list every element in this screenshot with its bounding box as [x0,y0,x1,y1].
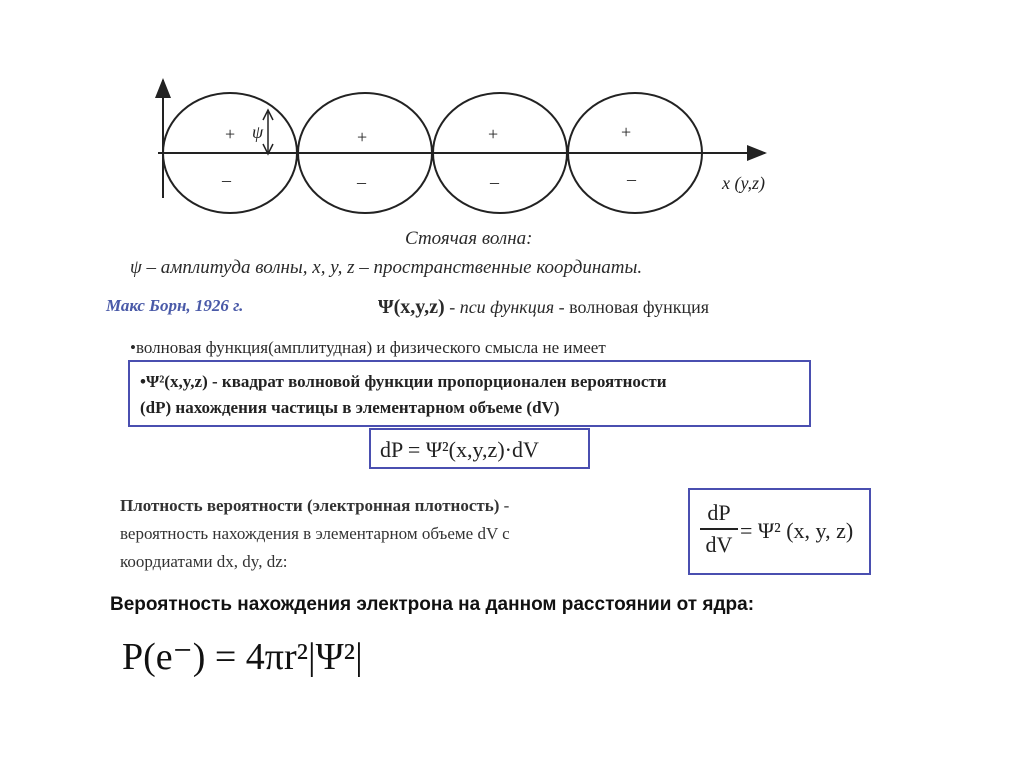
box-line-1: •Ψ²(x,y,z) - квадрат волновой функции пропорционален вероятности [140,372,667,391]
density-text [120,492,510,576]
bullet-no-physical-meaning: •волновая функция(амплитудная) и физического смысла не имеет [130,338,606,357]
fraction-denominator: dV [705,532,733,557]
fraction-bar [700,528,738,530]
minus-sign-1: – [222,170,231,190]
fraction-numerator: dP [707,500,731,525]
minus-sign-4: – [627,169,636,189]
caption-title: Стоячая волна: [405,228,533,249]
plus-sign-1: + [225,124,236,144]
density-line-2: вероятность нахождения в элементарном объеме dV с [120,524,510,543]
plus-sign-4: + [621,122,632,142]
dp-formula: dP = Ψ²(x,y,z)·dV [380,437,539,462]
density-formula-box [688,488,871,575]
born-attribution: Макс Борн, 1926 г. [106,296,244,315]
density-dash: - [499,496,510,515]
plus-sign-2: + [357,127,368,147]
minus-sign-3: – [490,172,499,192]
density-line-3: коордиатами dx, dy, dz: [120,552,288,571]
psi-function-line [378,296,709,319]
box-line-2: (dP) нахождения частицы в элементарном объеме (dV) [140,398,560,417]
probability-box [128,360,811,427]
electron-probability-question: Вероятность нахождения электрона на данном расстоянии от ядра: [110,594,755,615]
caption-description: ψ – амплитуда волны, x, y, z – пространственные координаты. [130,257,643,278]
psi-function-rest: - волновая функция [554,297,709,317]
psi-label: ψ [252,122,264,142]
minus-sign-2: – [357,172,366,192]
final-probability-formula: P(e⁻) = 4πr²|Ψ²| [122,636,363,678]
psi-function-symbol: Ψ(x,y,z) [378,296,445,318]
fraction-rhs: = Ψ² (x, y, z) [740,518,854,543]
psi-function-italic: - пси функция [444,297,555,317]
density-title: Плотность вероятности (электронная плотность) [120,496,500,515]
axis-label: x (y,z) [722,173,765,193]
plus-sign-3: + [488,124,499,144]
dp-formula-box [369,428,590,469]
